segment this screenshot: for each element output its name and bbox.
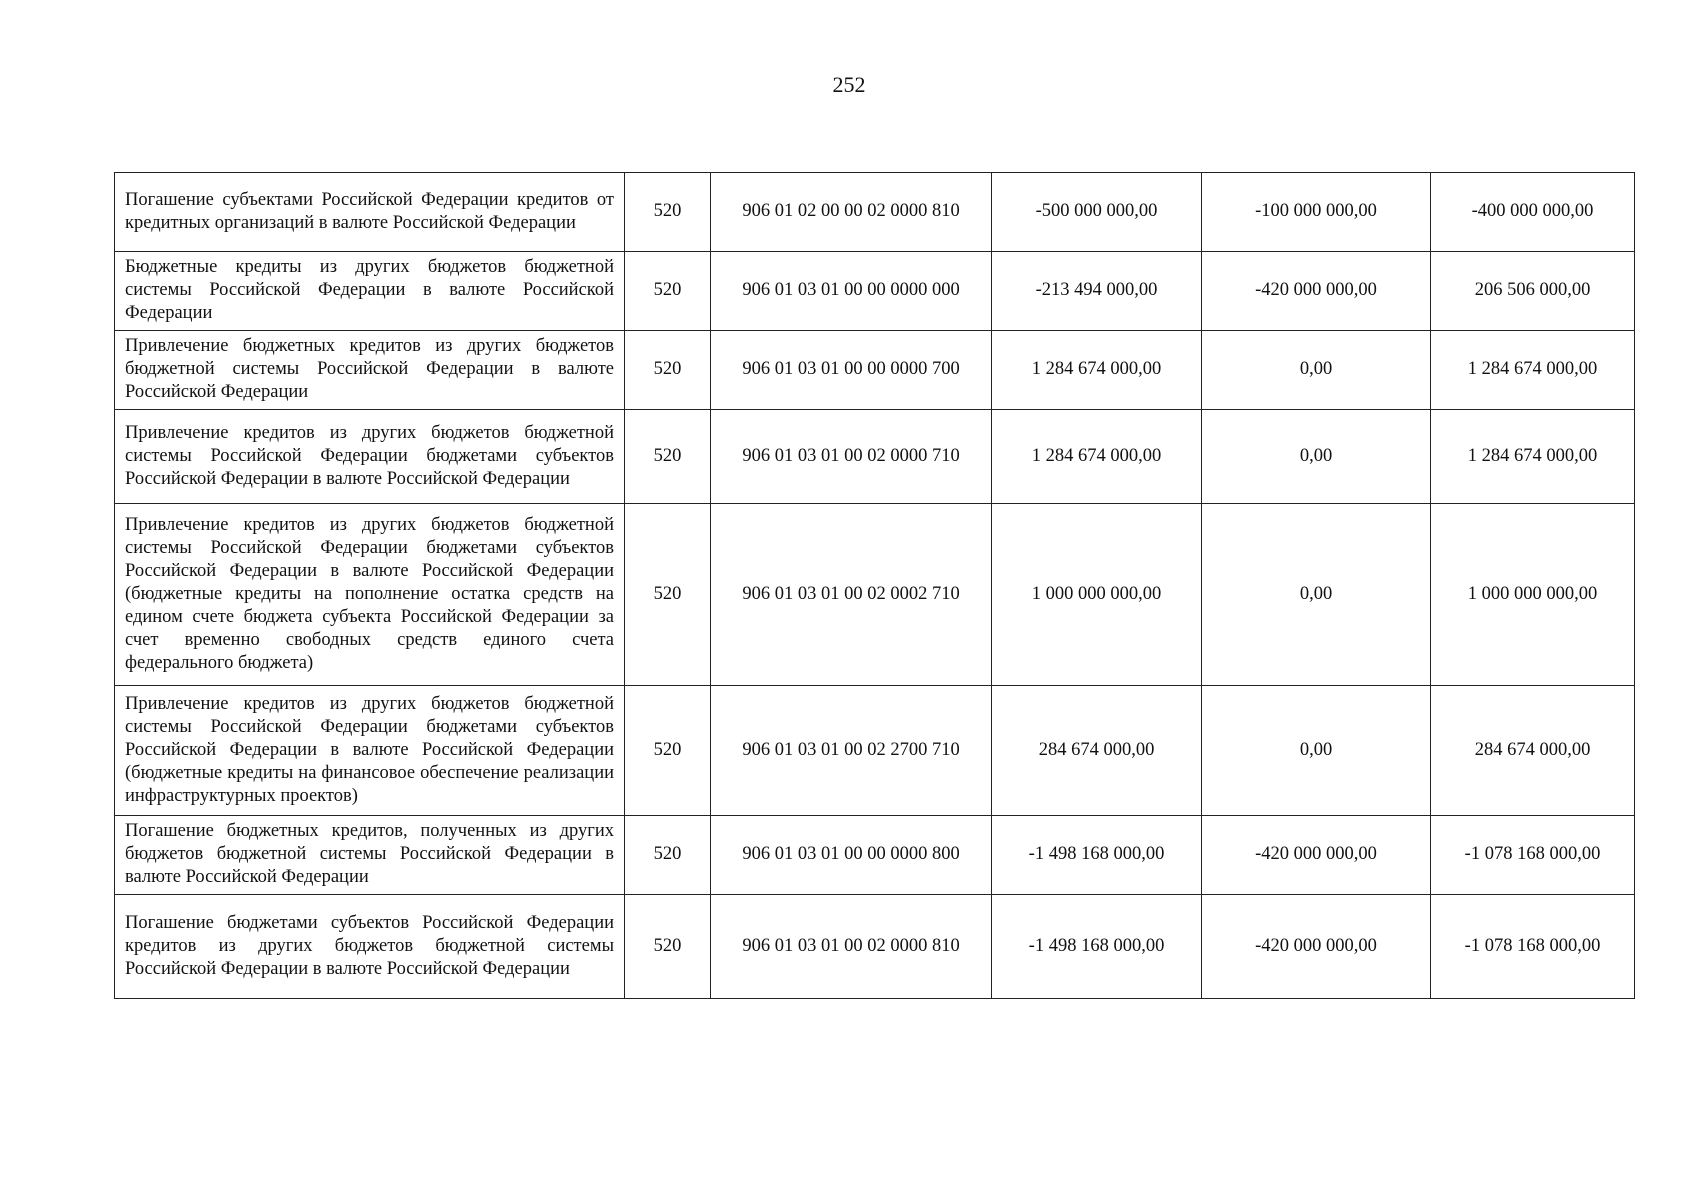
table-row <box>115 504 1635 686</box>
table-row <box>115 895 1635 999</box>
row-budget-classification-code: 906 01 03 01 00 02 0002 710 <box>711 504 992 686</box>
row-admin-code: 520 <box>625 504 711 686</box>
row-value-3: 1 284 674 000,00 <box>1431 410 1635 504</box>
table-row <box>115 686 1635 816</box>
row-admin-code: 520 <box>625 252 711 331</box>
row-value-2: 0,00 <box>1202 686 1431 816</box>
row-value-2: -100 000 000,00 <box>1202 173 1431 252</box>
table-row <box>115 173 1635 252</box>
budget-sources-table <box>114 172 1635 999</box>
page-number: 252 <box>832 72 866 97</box>
row-value-2: -420 000 000,00 <box>1202 895 1431 999</box>
row-value-2: -420 000 000,00 <box>1202 252 1431 331</box>
row-value-2: 0,00 <box>1202 504 1431 686</box>
row-description: Привлечение кредитов из других бюджетов бюджетной системы Российской Федерации бюджетами субъектов Российской Федерации в валюте Российской Федерации (бюджетные кредиты на финансовое обеспечение реализации инфраструктурных проектов) <box>115 686 625 816</box>
table-row <box>115 252 1635 331</box>
row-admin-code: 520 <box>625 816 711 895</box>
row-value-1: 1 000 000 000,00 <box>992 504 1202 686</box>
row-description: Бюджетные кредиты из других бюджетов бюджетной системы Российской Федерации в валюте Российской Федерации <box>115 252 625 331</box>
table-row <box>115 410 1635 504</box>
row-admin-code: 520 <box>625 410 711 504</box>
row-value-1: -500 000 000,00 <box>992 173 1202 252</box>
row-admin-code: 520 <box>625 686 711 816</box>
row-budget-classification-code: 906 01 03 01 00 02 0000 810 <box>711 895 992 999</box>
row-value-1: 1 284 674 000,00 <box>992 331 1202 410</box>
table-row <box>115 816 1635 895</box>
row-description: Погашение бюджетами субъектов Российской Федерации кредитов из других бюджетов бюджетной системы Российской Федерации в валюте Российской Федерации <box>115 895 625 999</box>
row-value-2: -420 000 000,00 <box>1202 816 1431 895</box>
row-value-1: 1 284 674 000,00 <box>992 410 1202 504</box>
row-value-3: -400 000 000,00 <box>1431 173 1635 252</box>
row-value-2: 0,00 <box>1202 331 1431 410</box>
row-value-3: 1 284 674 000,00 <box>1431 331 1635 410</box>
row-value-3: 284 674 000,00 <box>1431 686 1635 816</box>
row-budget-classification-code: 906 01 03 01 00 00 0000 000 <box>711 252 992 331</box>
row-description: Погашение бюджетных кредитов, полученных из других бюджетов бюджетной системы Российской Федерации в валюте Российской Федерации <box>115 816 625 895</box>
row-value-1: 284 674 000,00 <box>992 686 1202 816</box>
table-row <box>115 331 1635 410</box>
row-description: Привлечение кредитов из других бюджетов бюджетной системы Российской Федерации бюджетами субъектов Российской Федерации в валюте Российской Федерации (бюджетные кредиты на пополнение остатка средств на едином счете бюджета субъекта Российской Федерации за счет временно свободных средств единого счета федерального бюджета) <box>115 504 625 686</box>
row-admin-code: 520 <box>625 895 711 999</box>
row-budget-classification-code: 906 01 03 01 00 02 2700 710 <box>711 686 992 816</box>
row-value-1: -1 498 168 000,00 <box>992 816 1202 895</box>
row-admin-code: 520 <box>625 173 711 252</box>
row-budget-classification-code: 906 01 03 01 00 00 0000 800 <box>711 816 992 895</box>
row-admin-code: 520 <box>625 331 711 410</box>
row-value-1: -213 494 000,00 <box>992 252 1202 331</box>
row-budget-classification-code: 906 01 03 01 00 00 0000 700 <box>711 331 992 410</box>
row-description: Погашение субъектами Российской Федерации кредитов от кредитных организаций в валюте Российской Федерации <box>115 173 625 252</box>
row-budget-classification-code: 906 01 03 01 00 02 0000 710 <box>711 410 992 504</box>
row-value-3: 1 000 000 000,00 <box>1431 504 1635 686</box>
row-value-3: -1 078 168 000,00 <box>1431 816 1635 895</box>
row-value-3: 206 506 000,00 <box>1431 252 1635 331</box>
row-value-1: -1 498 168 000,00 <box>992 895 1202 999</box>
row-description: Привлечение кредитов из других бюджетов бюджетной системы Российской Федерации бюджетами субъектов Российской Федерации в валюте Российской Федерации <box>115 410 625 504</box>
row-value-3: -1 078 168 000,00 <box>1431 895 1635 999</box>
row-description: Привлечение бюджетных кредитов из других бюджетов бюджетной системы Российской Федерации в валюте Российской Федерации <box>115 331 625 410</box>
row-budget-classification-code: 906 01 02 00 00 02 0000 810 <box>711 173 992 252</box>
row-value-2: 0,00 <box>1202 410 1431 504</box>
